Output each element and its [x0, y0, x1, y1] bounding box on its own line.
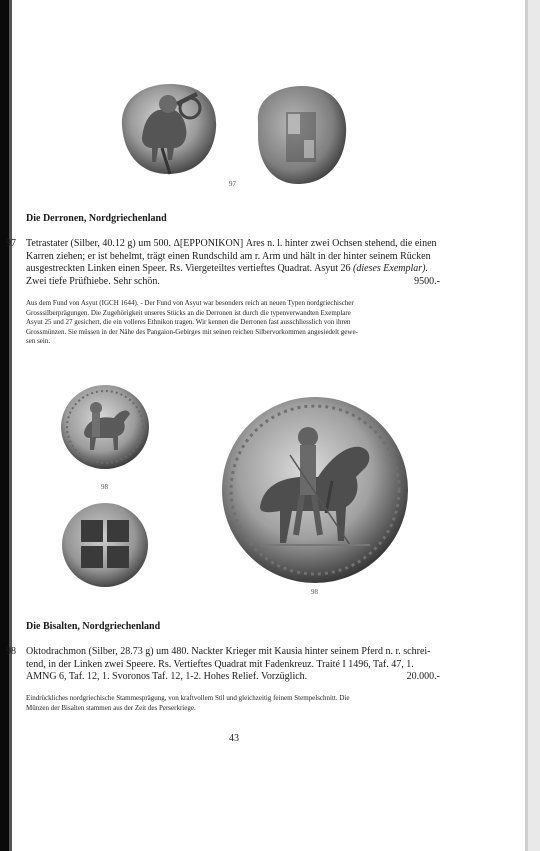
lot-97-line-4-text: Zwei tiefe Prüfhiebe. Sehr schön. [26, 275, 160, 287]
lot-97-line-2: Karren ziehen; er ist behelmt, trägt einen Rundschild am r. Arm und hält in der hinter seinem Rücken [26, 250, 431, 262]
lot-97-note-line-3: Asyut 25 und 27 gesichert, die ein volleres Ethnikon tragen. Wir kennen die Derronen fast ausschliesslich von ihren [26, 318, 351, 326]
lot-number-98: 98 [6, 646, 16, 657]
page-edge-left [0, 0, 9, 851]
coin-98-caption-large: 98 [311, 588, 318, 596]
coin-98-obverse-enlarged [220, 395, 410, 585]
lot-98-note [26, 694, 440, 713]
coin-98-obverse-small [58, 382, 152, 472]
section-heading-bisalten: Die Bisalten, Nordgriechenland [26, 621, 161, 632]
coin-98-reverse [60, 500, 150, 590]
lot-98-note-line-2: Münzen der Bisalten stammen aus der Zeit des Perserkriege. [26, 703, 196, 712]
page-edge-right-shadow [525, 0, 528, 851]
lot-97-price: 9500.- [414, 275, 440, 287]
coin-97-caption: 97 [229, 180, 236, 188]
lot-97-note-line-2: Grosssilberprägungen. Die Zugehörigkeit unseres Stücks an die Derronen ist durch die typenverwandten Exemplare [26, 308, 351, 317]
lot-97-note [26, 299, 440, 347]
lot-98-price: 20.000.- [406, 671, 440, 682]
coin-98-caption-small: 98 [101, 483, 108, 491]
lot-98-note-line-1: Eindrückliches nordgriechische Stammesprägung, von kraftvollem Stil und gleichzeitig feinem Stempelschnitt. Die [26, 694, 350, 702]
lot-97-note-line-1: Aus dem Fund von Asyut (IGCH 1644). - Der Fund von Asyut war besonders reich an neuen Typen nordgriechischer [26, 299, 354, 307]
page-edge-right [528, 0, 540, 851]
page-number: 43 [229, 733, 239, 744]
lot-97-note-line-5: sen sein. [26, 337, 51, 345]
section-heading-derronen: Die Derronen, Nordgriechenland [26, 213, 167, 224]
page-edge-shadow [9, 0, 12, 851]
lot-98-line-3-text: AMNG 6, Taf. 12, 1. Svoronos Taf. 12, 1-2. Hohes Relief. Vorzüglich. [26, 671, 308, 682]
lot-98-line-1: Oktodrachmon (Silber, 28.73 g) um 480. Nackter Krieger mit Kausia hinter seinem Pferd n. r. schrei- [26, 646, 431, 657]
lot-97-italic-reference: (dieses Exemplar). [353, 263, 428, 274]
lot-97-line-3 [26, 263, 440, 276]
lot-97-description [26, 238, 440, 288]
lot-98-description [26, 646, 440, 684]
lot-number-97: 97 [6, 238, 16, 249]
coin-97-obverse [112, 78, 224, 178]
coin-97-reverse [250, 82, 352, 188]
lot-98-line-2: tend, in der Linken zwei Speere. Rs. Vertieftes Quadrat mit Fadenkreuz. Traité I 1496, Taf. 47, 1. [26, 658, 414, 670]
lot-98-line-3 [26, 671, 440, 684]
lot-97-line-1: Tetrastater (Silber, 40.12 g) um 500. Δ[EPPONIKON] Ares n. l. hinter zwei Ochsen stehend, die einen [26, 238, 437, 249]
lot-97-note-line-4: Grossmünzen. Sie müssen in der Nähe des Pangaion-Gebirges mit seinen reichen Silbervorkommen angesiedelt gewe- [26, 327, 358, 336]
lot-97-line-4 [26, 276, 440, 289]
lot-97-line-3-text: ausgestreckten Linken einen Speer. Rs. Viergeteiltes vertieftes Quadrat. Asyut 26 [26, 263, 353, 274]
